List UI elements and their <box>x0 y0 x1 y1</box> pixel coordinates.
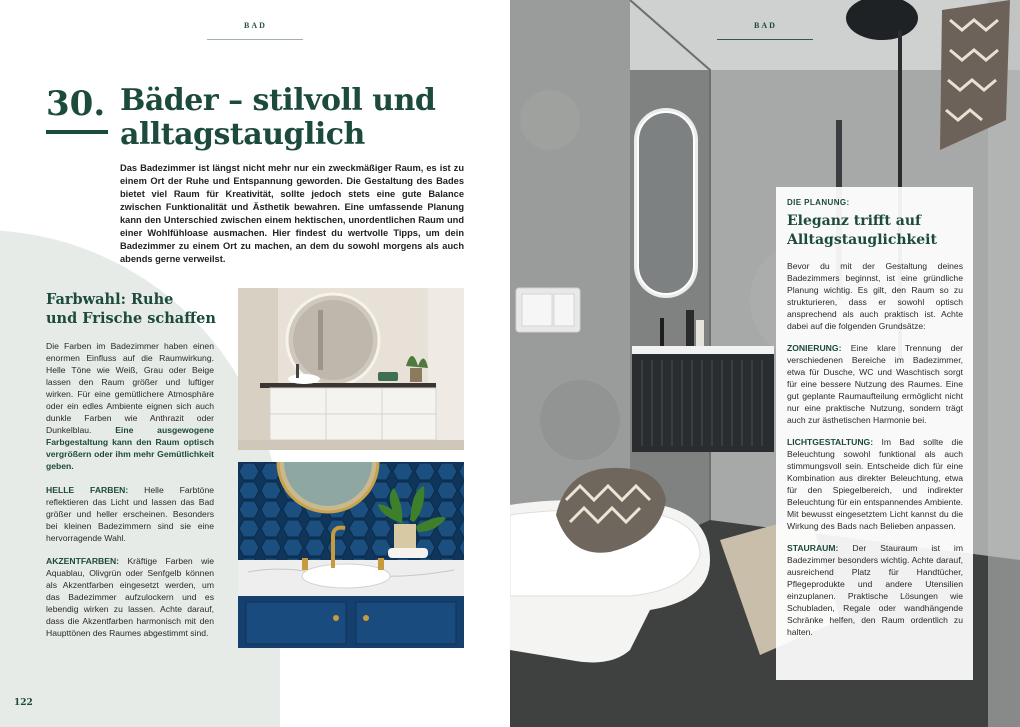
page-title-line-1: Bäder – stilvoll und <box>120 83 436 118</box>
info-intro: Bevor du mit der Gestaltung deines Badezimmers beginnst, ist eine gründliche Planung wichtig. Es gilt, den Raum so zu strukturieren, dass er sowohl optisch ansprechend als auch praktisch ist. Achte dabei auf die folgenden Grundsätze: <box>787 261 963 331</box>
akzentfarben-label: AKZENTFARBEN: <box>46 556 120 566</box>
lichtgestaltung-text: Im Bad sollte die Beleuchtung sowohl funktional als auch stimmungsvoll sein. Entscheide dich für eine Kombination aus direkter Beleuchtung, etwa für den Spiegelbereich, und indirekter Beleuchtung für ein entspannendes Ambiente. Mit bewusst eingesetztem Licht kannst du die Wirkung des Bads nach Belieben anpassen. <box>787 437 964 531</box>
zonierung-paragraph <box>787 342 963 426</box>
helle-farben-text: Helle Farbtöne reflektieren das Licht und lassen das Bad größer und heller erscheinen. Besonders bei kleinen Badezimmern sind sie eine hervorragende Wahl. <box>46 485 215 543</box>
subheading-line-2: und Frische schaffen <box>46 310 216 327</box>
stauraum-text: Der Stauraum ist im Badezimmer besonders wichtig. Achte darauf, ausreichend Platz für Handtücher, Pflegeprodukte und andere Utensilien einzuplanen. Praktische Lösungen wie Schubladen, Regale oder wandhängende Schränke helfen, den Raum ordentlich zu halten. <box>787 543 964 637</box>
lichtgestaltung-paragraph <box>787 436 963 532</box>
zonierung-text: Eine klare Trennung der verschiedenen Bereiche im Badezimmer, etwa für Dusche, WC und Waschtisch sorgt für eine bessere Nutzung des Raumes. Eine gut geplante Raumaufteilung ermöglicht nicht nur eine praktische Nutzung, sondern trägt auch zur ästhetischen Harmonie bei. <box>787 343 963 425</box>
running-head-right-label: BAD <box>754 21 777 30</box>
info-kicker: DIE PLANUNG: <box>787 198 850 207</box>
helle-farben-paragraph <box>46 484 214 544</box>
chapter-rule <box>46 130 108 134</box>
running-head: BAD <box>244 21 267 30</box>
white-vanity-illustration <box>238 288 464 450</box>
page-number: 122 <box>14 698 33 708</box>
blue-tiles-illustration <box>238 462 464 648</box>
bathroom-photo-white-vanity <box>238 288 464 450</box>
info-title-line-1: Eleganz trifft auf <box>787 213 922 229</box>
info-title <box>787 212 963 250</box>
subheading-line-1: Farbwahl: Ruhe <box>46 291 174 308</box>
intro-paragraph: Das Badezimmer ist längst nicht mehr nur ein zweckmäßiger Raum, es ist zu einem Ort der Ruhe und Entspannung geworden. Die Gestaltung des Bades bietet viel Raum für Kreativität, sollte jedoch stets eine gute Balance zwischen Funktionalität und Ästhetik bewahren. Eine umfassende Planung kann den Unterschied zwischen einem hektischen, unordentlichen Raum und einer Wohlfühloase ausmachen. Hier findest du wertvolle Tipps, um dein Badezimmer zu einem Ort zu machen, an dem du sowohl morgens als auch abends gerne verweilst. <box>120 163 464 264</box>
zonierung-label: ZONIERUNG: <box>787 343 842 353</box>
akzentfarben-paragraph <box>46 555 214 639</box>
helle-farben-label: HELLE FARBEN: <box>46 485 129 495</box>
running-head-right-rule <box>717 39 813 40</box>
lichtgestaltung-label: LICHTGESTALTUNG: <box>787 437 874 447</box>
stauraum-paragraph <box>787 542 963 638</box>
planning-info-box <box>776 187 973 680</box>
info-title-line-2: Alltagstauglichkeit <box>787 232 937 248</box>
stauraum-label: STAURAUM: <box>787 543 839 553</box>
bathroom-photo-blue-tiles <box>238 462 464 648</box>
akzentfarben-text: Kräftige Farben wie Aquablau, Olivgrün oder Senfgelb können als Akzentfarben eingesetzt werden, um das Badezimmer aufzulockern und es lebendig wirken zu lassen. Achte darauf, dass die Akzentfarben harmonisch mit den Haupttönen des Raumes abgestimmt sind. <box>46 556 214 638</box>
subheading-farbwahl <box>46 290 236 328</box>
farbwahl-text: Die Farben im Badezimmer haben einen enormen Einfluss auf die Raumwirkung. Helle Töne wie Weiß, Grau oder Beige lassen den Raum größer und luftiger wirken. Für eine gemütlichere Atmosphäre oder ein edles Ambiente eignen sich auch dunkle Farben wie Anthrazit oder Dunkelblau. <box>46 341 214 435</box>
farbwahl-paragraph <box>46 340 214 472</box>
page-title <box>120 84 480 152</box>
farbwahl-bold: Eine ausgewogene Farbgestaltung kann den Raum optisch vergrößern oder ihm mehr Gemütlichkeit geben. <box>46 425 214 471</box>
running-head-rule <box>207 39 303 40</box>
info-body <box>787 260 963 638</box>
chapter-number: 30. <box>46 84 106 124</box>
page-title-line-2: alltagstauglich <box>120 117 365 152</box>
